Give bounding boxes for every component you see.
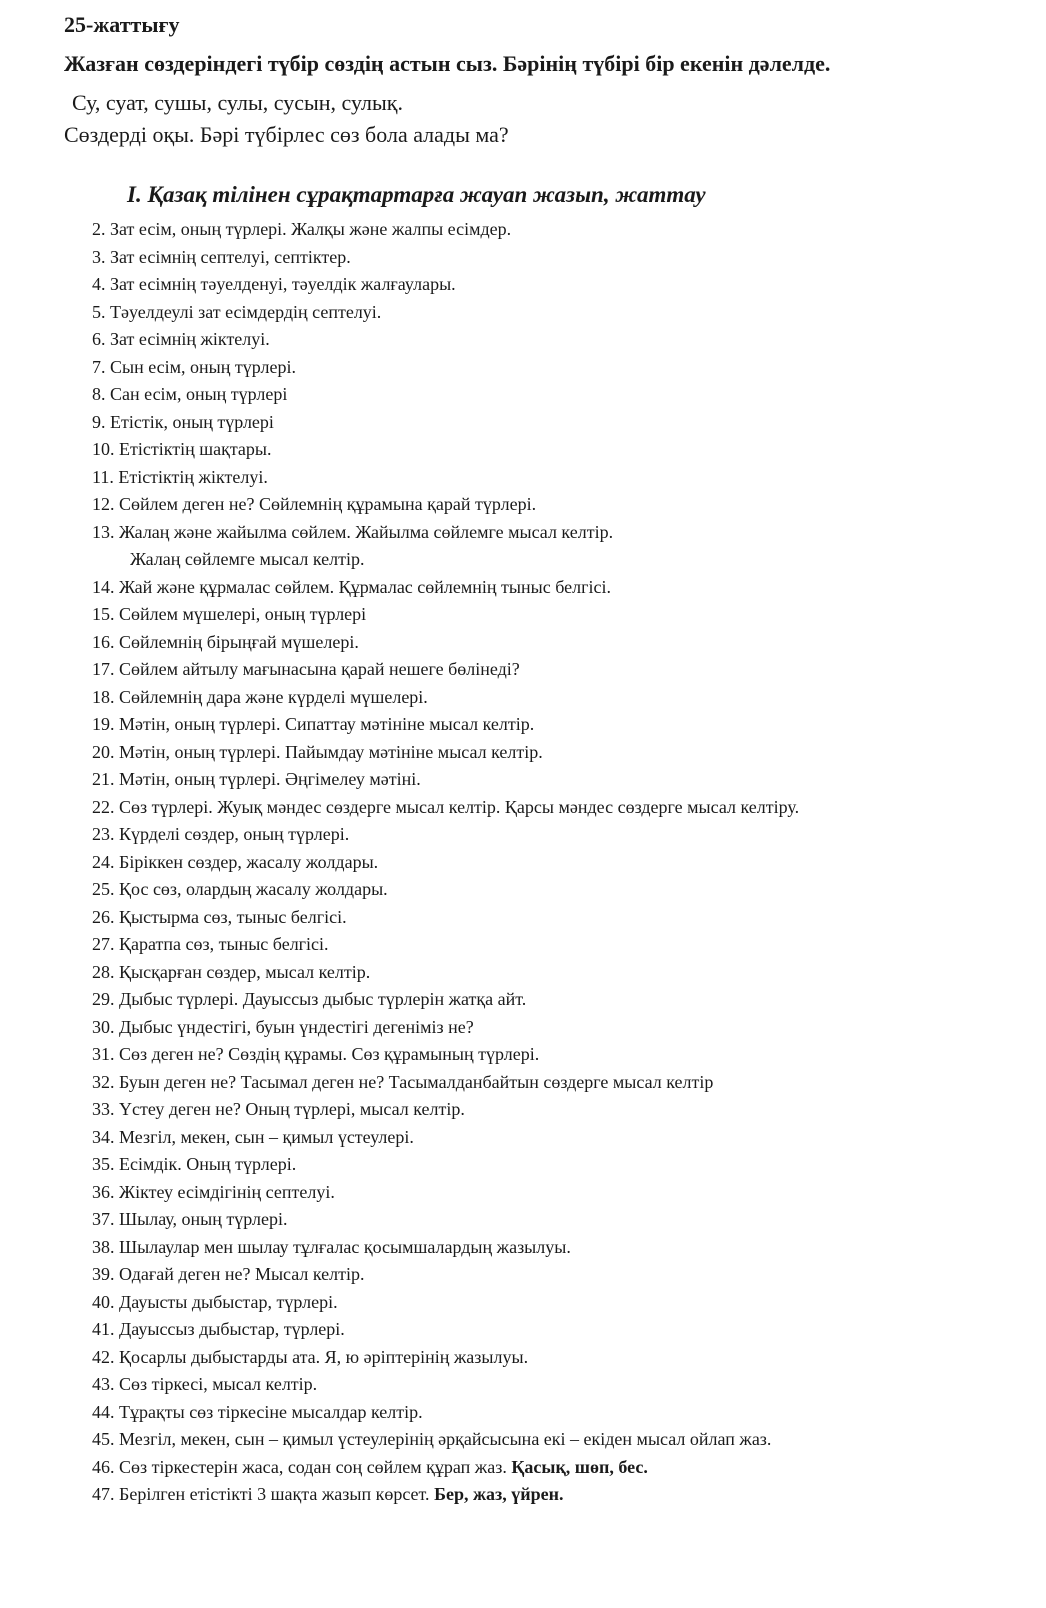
question-item xyxy=(92,876,1032,904)
question-item xyxy=(92,1179,1032,1207)
question-text: 4. Зат есімнің тәуелденуі, тәуелдік жалғаулары. xyxy=(92,274,456,294)
question-text: 40. Дауысты дыбыстар, түрлері. xyxy=(92,1291,338,1312)
question-item xyxy=(92,1289,1032,1317)
question-bold-words: Қасық, шөп, бес. xyxy=(511,1456,648,1477)
question-text: 14. Жай және құрмалас сөйлем. Құрмалас сөйлемнің тыныс белгісі. xyxy=(92,576,611,597)
question-text: 7. Сын есім, оның түрлері. xyxy=(92,356,297,377)
question-text: 20. Мәтін, оның түрлері. Пайымдау мәтініне мысал келтір. xyxy=(92,741,543,762)
question-item xyxy=(92,766,1032,794)
question-text: 15. Сөйлем мүшелері, оның түрлері xyxy=(92,604,367,624)
question-item xyxy=(92,381,1032,409)
question-item xyxy=(92,959,1032,987)
question-text: 36. Жіктеу есімдігінің септелуі. xyxy=(92,1181,335,1202)
question-text: 16. Сөйлемнің бірыңғай мүшелері. xyxy=(92,631,359,652)
question-item xyxy=(92,409,1032,437)
question-item xyxy=(92,684,1032,712)
question-text: 39. Одағай деген не? Мысал келтір. xyxy=(92,1264,365,1284)
question-item xyxy=(92,546,1032,574)
question-item xyxy=(92,354,1032,382)
question-text: 32. Буын деген не? Тасымал деген не? Тасымалданбайтын сөздерге мысал келтір xyxy=(92,1071,714,1092)
question-item xyxy=(92,1014,1032,1042)
question-text: 29. Дыбыс түрлері. Дауыссыз дыбыс түрлерін жатқа айт. xyxy=(92,989,527,1009)
question-text: 2. Зат есім, оның түрлері. Жалқы және жалпы есімдер. xyxy=(92,219,512,239)
question-text: 31. Сөз деген не? Сөздің құрамы. Сөз құрамының түрлері. xyxy=(92,1044,540,1064)
question-text: 27. Қаратпа сөз, тыныс белгісі. xyxy=(92,934,329,954)
question-item xyxy=(92,1371,1032,1399)
question-item xyxy=(92,326,1032,354)
question-item xyxy=(92,1344,1032,1372)
question-text: 42. Қосарлы дыбыстарды ата. Я, ю әріптерінің жазылуы. xyxy=(92,1346,529,1367)
question-item xyxy=(92,739,1032,767)
question-text: 24. Біріккен сөздер, жасалу жолдары. xyxy=(92,851,379,872)
question-text: 13. Жалаң және жайылма сөйлем. Жайылма сөйлемге мысал келтір. xyxy=(92,521,614,542)
question-text: 5. Тәуелдеулі зат есімдердің септелуі. xyxy=(92,301,382,322)
question-bold-words: Бер, жаз, үйрен. xyxy=(434,1484,564,1504)
question-text: 47. Берілген етістікті 3 шақта жазып көрсет. xyxy=(92,1484,435,1504)
question-item xyxy=(92,1096,1032,1124)
question-text: Жалаң сөйлемге мысал келтір. xyxy=(130,549,365,569)
question-item xyxy=(92,849,1032,877)
question-item xyxy=(92,601,1032,629)
question-item xyxy=(92,986,1032,1014)
question-item xyxy=(92,904,1032,932)
question-text: 30. Дыбыс үндестігі, буын үндестігі дегеніміз не? xyxy=(92,1016,474,1037)
question-item xyxy=(92,629,1032,657)
question-item xyxy=(92,271,1032,299)
question-text: 19. Мәтін, оның түрлері. Сипаттау мәтініне мысал келтір. xyxy=(92,714,535,734)
question-text: 44. Тұрақты сөз тіркесіне мысалдар келтір. xyxy=(92,1401,423,1422)
question-text: 18. Сөйлемнің дара және күрделі мүшелері. xyxy=(92,686,428,707)
question-text: 23. Күрделі сөздер, оның түрлері. xyxy=(92,824,350,844)
question-item xyxy=(92,1234,1032,1262)
question-item xyxy=(92,1069,1032,1097)
question-item xyxy=(92,1316,1032,1344)
question-item xyxy=(92,1454,1032,1482)
question-item xyxy=(92,1399,1032,1427)
question-text: 26. Қыстырма сөз, тыныс белгісі. xyxy=(92,906,347,927)
question-text: 28. Қысқарған сөздер, мысал келтір. xyxy=(92,961,371,982)
question-item xyxy=(92,794,1032,822)
question-text: 35. Есімдік. Оның түрлері. xyxy=(92,1154,297,1174)
question-item xyxy=(92,464,1032,492)
question-item xyxy=(92,216,1032,244)
question-text: 38. Шылаулар мен шылау тұлғалас қосымшалардың жазылуы. xyxy=(92,1236,571,1257)
question-item xyxy=(92,711,1032,739)
question-text: 11. Етістіктің жіктелуі. xyxy=(92,466,268,487)
question-text: 22. Сөз түрлері. Жуық мәндес сөздерге мысал келтір. Қарсы мәндес сөздерге мысал келтіру. xyxy=(92,796,800,817)
question-item xyxy=(92,1426,1032,1454)
question-text: 41. Дауыссыз дыбыстар, түрлері. xyxy=(92,1319,345,1339)
question-item xyxy=(92,519,1032,547)
question-text: 12. Сөйлем деген не? Сөйлемнің құрамына қарай түрлері. xyxy=(92,494,537,514)
question-text: 3. Зат есімнің септелуі, септіктер. xyxy=(92,246,351,267)
question-text: 25. Қос сөз, олардың жасалу жолдары. xyxy=(92,879,388,899)
question-item xyxy=(92,299,1032,327)
question-item xyxy=(92,1041,1032,1069)
exercise-words: Су, суат, сушы, сулы, сусын, сулық. xyxy=(72,90,403,115)
question-text: 8. Сан есім, оның түрлері xyxy=(92,384,288,404)
question-text: 45. Мезгіл, мекен, сын – қимыл үстеулерінің әрқайсысына екі – екіден мысал ойлап жаз. xyxy=(92,1429,772,1449)
question-item xyxy=(92,574,1032,602)
question-item xyxy=(92,491,1032,519)
question-item xyxy=(92,656,1032,684)
question-text: 43. Сөз тіркесі, мысал келтір. xyxy=(92,1374,318,1394)
question-text: 10. Етістіктің шақтары. xyxy=(92,439,272,459)
question-item xyxy=(92,1206,1032,1234)
question-text: 34. Мезгіл, мекен, сын – қимыл үстеулері. xyxy=(92,1126,414,1147)
question-item xyxy=(92,1124,1032,1152)
question-list xyxy=(92,216,1032,1509)
question-text: 37. Шылау, оның түрлері. xyxy=(92,1209,288,1229)
question-text: 21. Мәтін, оның түрлері. Әңгімелеу мәтіні. xyxy=(92,769,421,789)
question-text: 17. Сөйлем айтылу мағынасына қарай нешеге бөлінеді? xyxy=(92,659,520,679)
question-item xyxy=(92,821,1032,849)
question-item xyxy=(92,931,1032,959)
section-heading: I. Қазақ тілінен сұрақтартарға жауап жазып, жаттау xyxy=(127,182,706,207)
exercise-title: 25-жаттығу xyxy=(64,12,180,37)
question-item xyxy=(92,1261,1032,1289)
exercise-question: Сөздерді оқы. Бәрі түбірлес сөз бола алады ма? xyxy=(64,122,509,147)
question-item xyxy=(92,1481,1032,1509)
question-item xyxy=(92,436,1032,464)
question-item xyxy=(92,1151,1032,1179)
question-text: 6. Зат есімнің жіктелуі. xyxy=(92,329,270,349)
question-text: 46. Сөз тіркестерін жаса, содан соң сөйлем құрап жаз. xyxy=(92,1456,512,1477)
exercise-task: Жазған сөздеріндегі түбір сөздің астын сыз. Бәрінің түбірі бір екенін дәлелде. xyxy=(64,51,831,76)
question-text: 33. Үстеу деген не? Оның түрлері, мысал келтір. xyxy=(92,1099,465,1119)
question-item xyxy=(92,244,1032,272)
question-text: 9. Етістік, оның түрлері xyxy=(92,411,274,432)
